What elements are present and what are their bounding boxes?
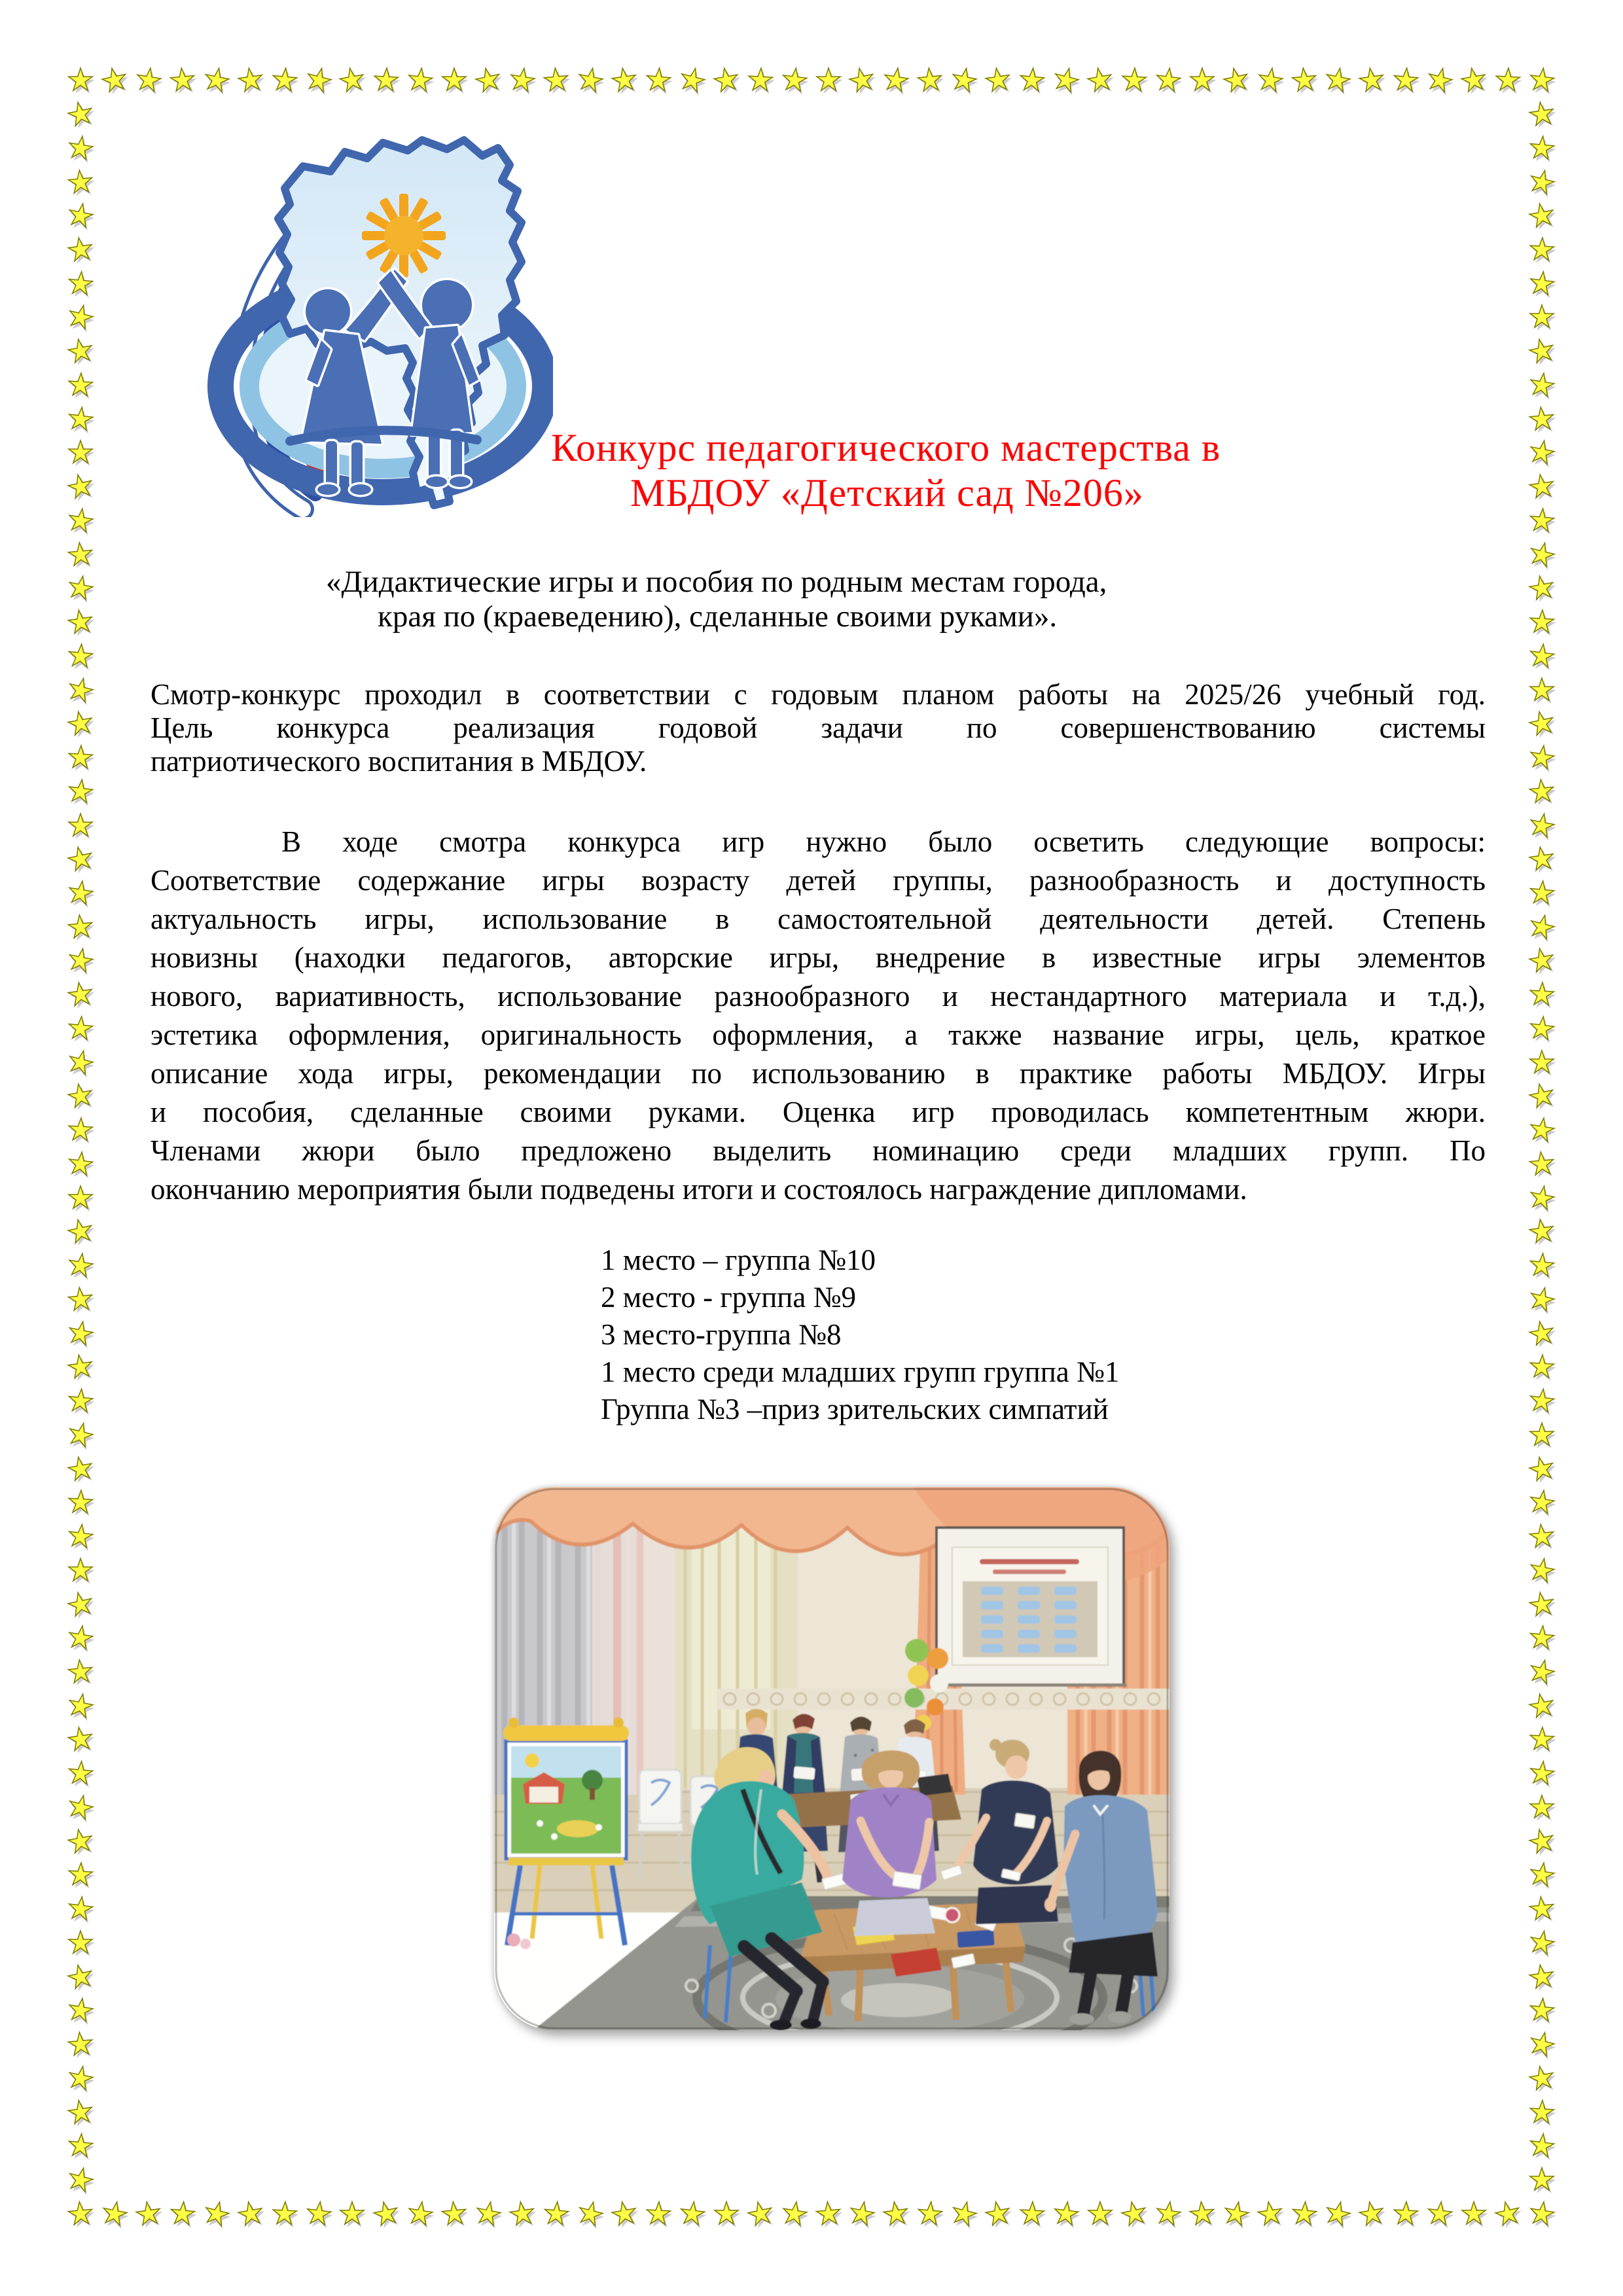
star-icon [236, 2200, 265, 2229]
star-icon [1461, 2202, 1486, 2227]
star-icon [1527, 540, 1557, 570]
star-icon [1528, 101, 1556, 129]
star-icon [66, 507, 94, 535]
body-text-line: эстетика оформления, оригинальность оформления, а также название игры, цель, краткое [151, 1018, 1486, 1051]
star-icon [815, 2200, 842, 2227]
star-icon [66, 1082, 95, 1111]
star-icon [1529, 1050, 1554, 1075]
star-icon [65, 99, 95, 129]
star-icon [1493, 2199, 1523, 2229]
star-icon [712, 66, 741, 95]
star-icon [1291, 67, 1317, 94]
star-icon [68, 814, 93, 838]
star-icon [65, 845, 95, 874]
star-icon [1527, 2200, 1556, 2228]
star-icon [67, 1117, 94, 1143]
star-icon [1221, 65, 1251, 95]
star-icon [984, 67, 1012, 95]
star-icon [1529, 2168, 1554, 2193]
star-icon [67, 778, 94, 806]
star-icon [1086, 66, 1115, 95]
result-item: 3 место-группа №8 [601, 1318, 842, 1351]
star-icon [67, 1388, 94, 1414]
star-icon [304, 2200, 332, 2228]
star-icon [67, 1286, 94, 1313]
star-icon [984, 2200, 1012, 2229]
star-icon [441, 2200, 468, 2227]
star-icon [1154, 2200, 1182, 2228]
star-icon [882, 66, 910, 94]
star-icon [1019, 2201, 1045, 2227]
star-icon [67, 2098, 95, 2126]
star-icon [1529, 1727, 1555, 1753]
star-icon [1154, 67, 1182, 94]
star-icon [100, 2200, 130, 2229]
star-icon [1358, 67, 1386, 95]
star-icon [66, 946, 96, 976]
star-icon [543, 2200, 569, 2227]
star-icon [1052, 2200, 1080, 2228]
body-text-line: патриотического воспитания в МБДОУ. [151, 745, 647, 778]
star-icon [1527, 2064, 1556, 2093]
star-icon [66, 337, 95, 366]
star-icon [65, 1048, 96, 1078]
star-icon [1121, 67, 1147, 94]
page-title-line2: МБДОУ «Детский сад №206» [630, 471, 1144, 514]
star-icon [67, 1151, 94, 1178]
star-icon [1528, 1015, 1556, 1043]
star-icon [65, 302, 96, 332]
star-icon [338, 66, 366, 95]
star-icon [169, 2200, 196, 2227]
star-icon [747, 67, 774, 94]
star-icon [67, 1015, 94, 1042]
star-icon [1528, 1963, 1556, 1991]
star-icon [1528, 1590, 1556, 1619]
star-icon [1495, 67, 1521, 94]
star-icon [1393, 67, 1419, 94]
star-icon [67, 2133, 94, 2160]
star-icon [1528, 1998, 1555, 2024]
star-icon [1528, 1151, 1555, 1177]
star-icon [1527, 946, 1556, 975]
star-icon [67, 236, 95, 264]
star-icon [610, 2200, 639, 2229]
body-text-line: Соответствие содержание игры возрасту детей группы, разнообразность и доступность [151, 864, 1486, 897]
star-icon [1529, 1795, 1554, 1820]
star-icon [745, 2199, 775, 2229]
star-icon [68, 1558, 93, 1583]
star-icon [1527, 1692, 1556, 1721]
star-icon [65, 1793, 96, 1823]
star-icon [1527, 574, 1556, 603]
star-icon [1527, 2030, 1557, 2060]
body-text-line: описание хода игры, рекомендации по использованию в практике работы МБДОУ. Игры [151, 1057, 1486, 1090]
event-photo [494, 1487, 1169, 2030]
result-item: 2 место - группа №9 [601, 1281, 857, 1314]
star-icon [65, 1420, 96, 1450]
star-icon [1190, 68, 1215, 93]
star-icon [68, 1186, 93, 1211]
star-icon [1323, 2199, 1353, 2229]
star-icon [508, 2200, 537, 2229]
star-icon [1528, 1388, 1556, 1415]
star-icon [474, 65, 503, 95]
star-icon [1527, 1657, 1557, 1687]
star-icon [1527, 709, 1556, 739]
star-icon [65, 1217, 95, 1247]
star-icon [67, 643, 94, 670]
star-icon [1528, 1218, 1556, 1246]
star-icon [66, 1454, 95, 1483]
star-icon [950, 66, 979, 96]
star-icon [66, 1251, 94, 1280]
star-icon [1528, 2132, 1556, 2160]
result-item: 1 место – группа №10 [601, 1244, 876, 1276]
star-icon [66, 879, 94, 907]
star-icon [1527, 1285, 1557, 1315]
star-icon [68, 440, 93, 465]
star-icon [65, 1590, 95, 1619]
star-icon [67, 169, 94, 196]
star-icon [1256, 66, 1284, 94]
subtitle-line1: «Дидактические игры и пособия по родным местам города, [326, 565, 1107, 599]
star-icon [1529, 305, 1554, 330]
star-icon [576, 66, 605, 96]
star-icon [202, 66, 231, 96]
star-icon [67, 1726, 95, 1754]
star-icon [1527, 439, 1557, 468]
body-text-line: окончанию мероприятия были подведены итоги и состоялось награждение дипломами. [151, 1173, 1247, 1206]
star-icon [1529, 678, 1554, 703]
star-icon [1528, 778, 1555, 805]
star-icon [65, 1962, 95, 1992]
star-icon [66, 1827, 95, 1856]
star-icon [67, 745, 94, 771]
kindergarten-logo [187, 105, 553, 517]
star-icon [917, 67, 944, 94]
star-icon [272, 2201, 298, 2227]
star-icon [66, 1691, 96, 1721]
star-icon [1528, 1896, 1555, 1923]
star-icon [67, 1761, 94, 1787]
star-icon [1529, 1354, 1555, 1380]
star-icon [543, 67, 569, 94]
star-icon [1527, 811, 1557, 840]
star-icon [68, 1931, 93, 1956]
star-icon [780, 67, 808, 94]
star-icon [67, 914, 94, 941]
star-icon [1528, 643, 1556, 670]
star-icon [677, 65, 707, 96]
star-icon [66, 574, 96, 603]
star-icon [1256, 2200, 1284, 2229]
star-icon [406, 67, 434, 94]
star-icon [67, 2031, 94, 2058]
star-icon [68, 68, 93, 93]
star-icon [474, 2200, 503, 2229]
star-icon [1529, 2100, 1555, 2126]
star-icon [66, 1624, 94, 1652]
star-icon [340, 2202, 365, 2227]
logo-graphic [187, 105, 553, 517]
paragraph-criteria [151, 823, 1486, 1209]
star-icon [67, 981, 95, 1009]
star-icon [442, 68, 467, 93]
star-icon [66, 1997, 94, 2025]
star-icon [1527, 912, 1557, 942]
star-icon [67, 270, 94, 297]
star-icon [610, 67, 638, 95]
star-icon [1528, 406, 1555, 433]
star-icon [816, 68, 841, 93]
star-icon [67, 1354, 95, 1382]
star-icon [847, 65, 877, 95]
star-icon [1528, 1253, 1555, 1280]
star-icon [508, 66, 536, 94]
star-icon [1119, 2199, 1149, 2229]
star-icon [1528, 473, 1556, 501]
star-icon [67, 1659, 94, 1685]
star-icon [645, 2201, 671, 2227]
star-icon [949, 2199, 979, 2229]
star-icon [67, 541, 94, 568]
star-icon [1529, 609, 1555, 636]
star-icon [1088, 2202, 1113, 2227]
body-text-line: В ходе смотра конкурса игр нужно было осветить следующие вопросы: [281, 825, 1486, 858]
page-title-line1: Конкурс педагогического мастерства в [551, 426, 1221, 469]
body-text-line: Цель конкурса реализация годовой задачи по совершенствованию системы [151, 711, 1486, 744]
star-icon [1527, 1827, 1556, 1856]
star-icon [1529, 1423, 1554, 1448]
star-icon [134, 66, 162, 94]
star-icon [679, 2200, 706, 2228]
star-icon [1051, 65, 1081, 96]
body-text-line: Смотр-конкурс проходил в соответствии с годовым планом работы на 2025/26 учебный год. [151, 678, 1486, 711]
star-icon [202, 2199, 232, 2229]
star-icon [236, 67, 264, 95]
star-icon [1527, 1861, 1556, 1890]
star-icon [882, 2200, 910, 2229]
paragraph-overview [151, 678, 1486, 778]
body-text-line: Членами жюри было предложено выделить номинацию среди младших групп. По [151, 1134, 1486, 1167]
star-icon [65, 473, 95, 502]
star-icon [1528, 846, 1556, 874]
star-icon [1529, 982, 1555, 1008]
star-icon [66, 1319, 96, 1348]
star-icon [67, 1862, 94, 1888]
results-list [601, 1242, 1119, 1428]
star-icon [1528, 1625, 1555, 1652]
star-icon [303, 65, 333, 96]
body-text-line: и пособия, сделанные своими руками. Оценка игр проводилась компетентным жюри. [151, 1096, 1486, 1128]
star-icon [1393, 2201, 1419, 2227]
star-icon [67, 1895, 94, 1923]
star-icon [1527, 167, 1557, 197]
body-text-line: новизны (находки педагогов, авторские игры, внедрение в известные игры элементов [151, 941, 1486, 974]
star-icon [373, 67, 399, 94]
star-icon [1459, 66, 1488, 95]
star-icon [1527, 1319, 1556, 1348]
star-icon [67, 1490, 94, 1516]
star-icon [1528, 270, 1556, 298]
body-text-line: нового, вариативность, использование разнообразного и нестандартного материала и т.д.), [151, 980, 1486, 1013]
body-text-line: актуальность игры, использование в самостоятельной деятельности детей. Степень [151, 903, 1486, 935]
star-icon [66, 709, 95, 738]
star-icon [1528, 507, 1555, 534]
star-icon [1528, 1523, 1555, 1550]
star-icon [134, 2200, 162, 2229]
star-icon [66, 202, 96, 231]
star-icon [1527, 371, 1556, 399]
star-icon [1425, 65, 1455, 96]
star-icon [1527, 1488, 1556, 1516]
subtitle-line2: края по (краеведению), сделанные своими руками». [378, 600, 1058, 634]
star-icon [372, 2199, 401, 2229]
star-icon [67, 609, 95, 637]
star-icon [1527, 1929, 1557, 1958]
star-icon [1527, 744, 1556, 772]
result-item: 1 место среди младших групп группа №1 [601, 1355, 1120, 1388]
star-icon [1527, 1082, 1556, 1111]
star-icon [1188, 2200, 1215, 2227]
result-item: Группа №3 –приз зрительских симпатий [601, 1393, 1109, 1426]
star-icon [67, 1523, 94, 1551]
star-icon [67, 372, 94, 399]
star-icon [67, 405, 94, 433]
star-icon [1527, 1454, 1556, 1484]
star-icon [1527, 337, 1556, 367]
star-icon [65, 2165, 96, 2195]
star-icon [780, 2200, 808, 2228]
star-icon [1291, 2200, 1317, 2227]
star-icon [1221, 2200, 1251, 2229]
star-icon [1527, 1183, 1557, 1213]
star-icon [1527, 1556, 1557, 1585]
star-icon [66, 134, 94, 162]
star-icon [1426, 2200, 1454, 2228]
star-icon [66, 2064, 96, 2094]
star-icon [575, 2199, 605, 2229]
star-icon [714, 2202, 739, 2227]
star-icon [169, 67, 196, 94]
star-icon [65, 675, 96, 705]
star-icon [1528, 880, 1555, 906]
star-icon [271, 67, 298, 94]
star-icon [1528, 1760, 1556, 1787]
star-icon [1323, 66, 1353, 96]
star-icon [847, 2200, 877, 2229]
star-icon [1527, 202, 1556, 230]
star-icon [1528, 135, 1555, 162]
star-icon [1527, 1116, 1556, 1144]
star-icon [917, 2200, 944, 2227]
star-icon [1528, 67, 1556, 94]
star-icon [406, 2200, 435, 2228]
star-icon [1018, 67, 1045, 94]
star-icon [99, 65, 129, 95]
star-icon [67, 2200, 94, 2227]
star-icon [645, 67, 671, 94]
star-icon [1357, 2200, 1386, 2229]
star-icon [1529, 237, 1555, 263]
